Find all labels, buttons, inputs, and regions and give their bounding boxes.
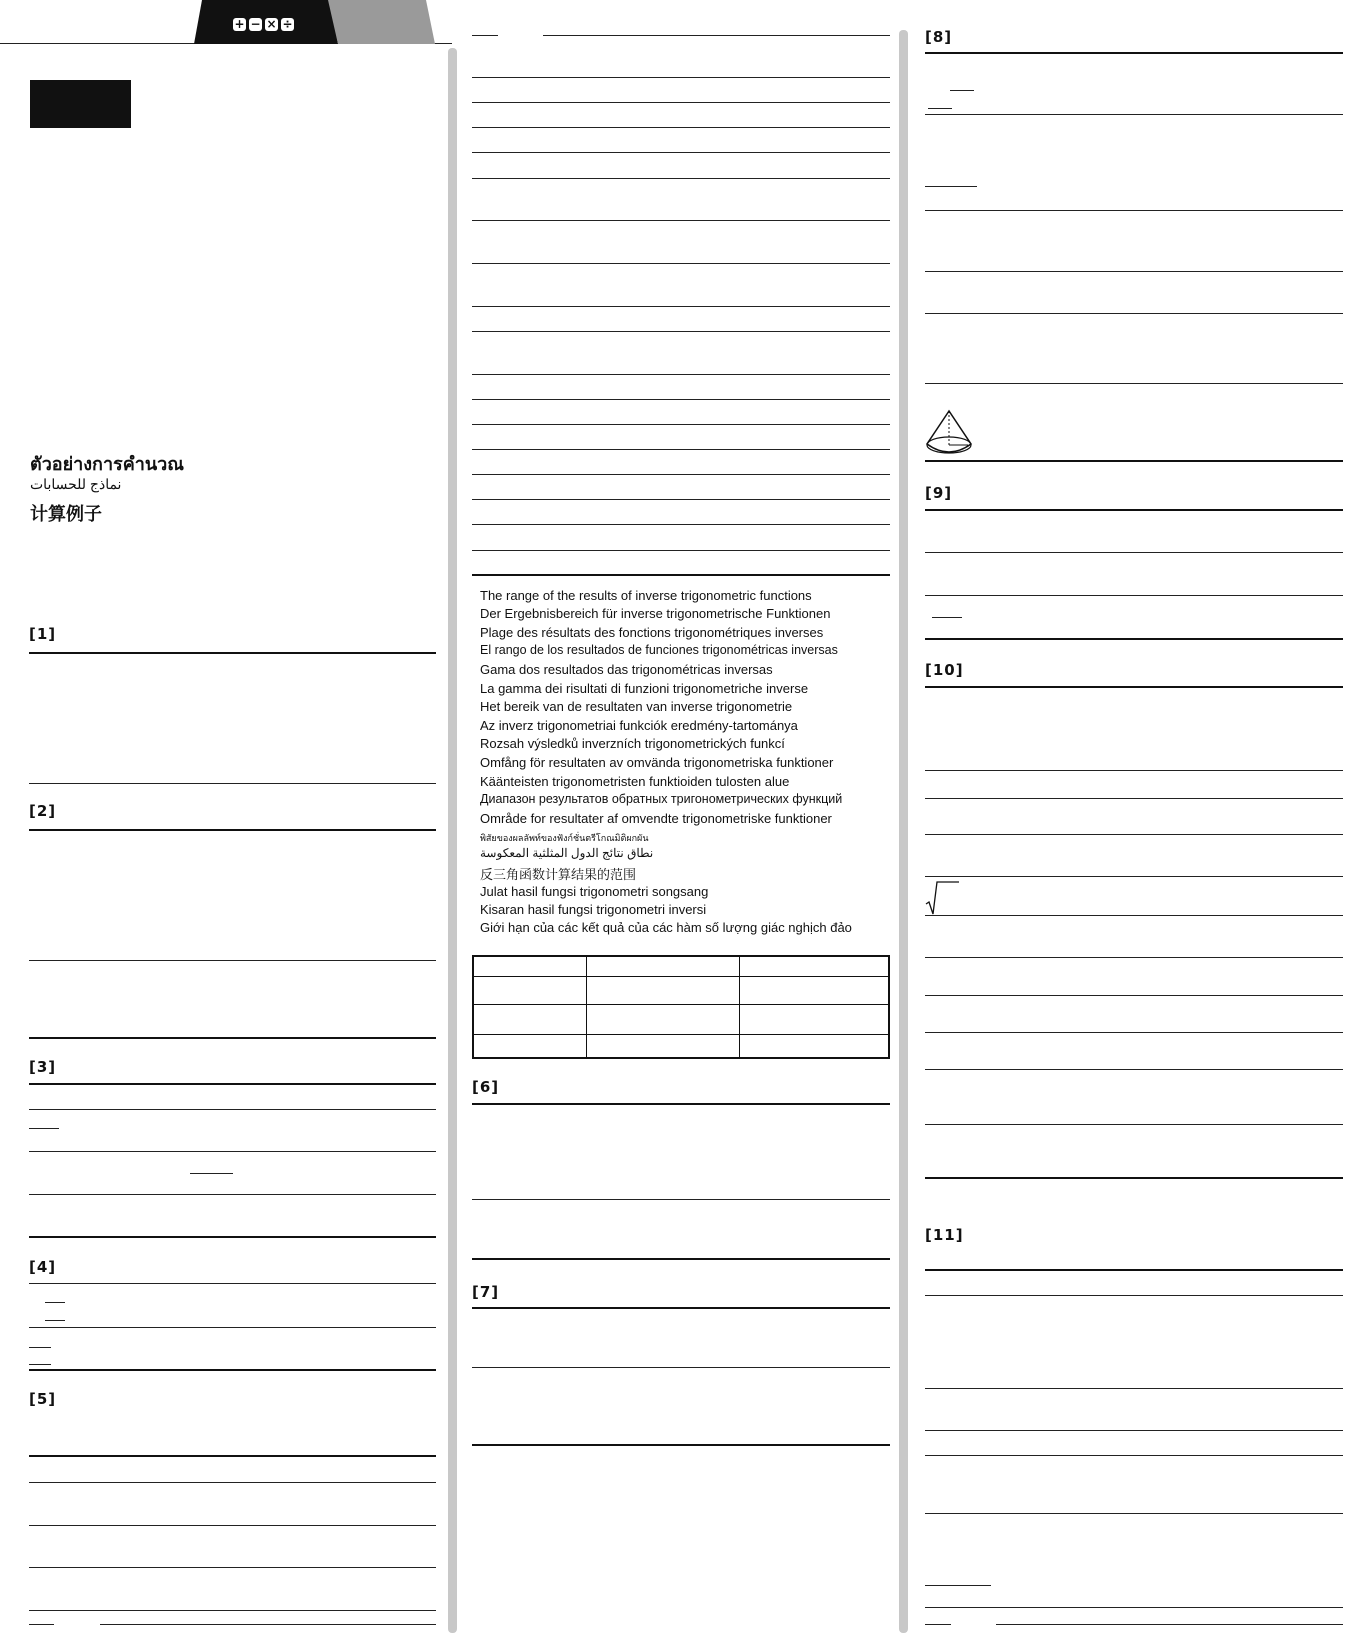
multiply-key-icon: × [266,17,277,31]
fraction-bar [45,1320,65,1321]
rule [472,399,890,400]
section-8-label: [8] [925,28,953,46]
rule [925,834,1343,835]
section-3-label: [3] [29,1058,57,1076]
range-heading-th: พิสัยของผลลัพท์ของฟังก์ชั่นตรีโกณมิติผกผัน [480,833,649,843]
rule [472,1199,890,1200]
section-6-label: [6] [472,1078,500,1096]
rule [29,1610,436,1611]
rule [472,449,890,450]
rule [925,210,1343,211]
rule [29,1037,436,1039]
rule [472,550,890,551]
rule [472,178,890,179]
rule [472,374,890,375]
range-heading-sv: Omfång för resultaten av omvända trigonometriska funktioner [480,755,834,770]
rule [472,1367,890,1368]
fraction-bar [29,1347,51,1348]
fraction-bar [932,617,962,618]
fraction-bar [29,1128,59,1129]
section-7-label: [7] [472,1283,500,1301]
rule [925,552,1343,553]
range-heading-cs: Rozsah výsledků inverzních trigonometrických funkcí [480,736,785,751]
rule [925,1388,1343,1389]
rule [925,1124,1343,1125]
rule [925,798,1343,799]
range-heading-ru: Диапазон результатов обратных тригонометрических функций [480,792,843,806]
rule [472,1258,890,1260]
section-11-label: [11] [925,1226,964,1244]
range-heading-es: El rango de los resultados de funciones trigonométricas inversas [480,643,838,657]
range-heading-zh: 反三角函数计算结果的范围 [480,867,637,882]
rule [29,1369,436,1371]
rule [925,770,1343,771]
range-heading-pt: Gama dos resultados das trigonométricas inversas [480,662,773,677]
rule [925,915,1343,916]
rule [472,1103,890,1105]
rule [29,1109,436,1110]
header-tab-grey [328,0,435,44]
rule [472,499,890,500]
fraction-bar [925,1624,951,1625]
rule [925,595,1343,596]
rule [925,271,1343,272]
rule [472,263,890,264]
rule [925,460,1343,462]
rule [472,1444,890,1446]
title-chinese: 计算例子 [30,504,102,525]
rule [29,1151,436,1152]
rule [925,1177,1343,1179]
fraction-bar [950,90,974,91]
rule [29,1283,436,1284]
rule [925,114,1343,115]
rule [925,1513,1343,1514]
rule [29,960,436,961]
rule [472,306,890,307]
rule [925,313,1343,314]
plus-key-icon: + [234,17,245,31]
rule [472,574,890,576]
rule [29,829,436,831]
range-heading-ar: نطاق نتائج الدول المثلثية المعكوسة [480,846,654,860]
rule [29,1327,436,1328]
rule [925,1607,1343,1608]
range-table [472,955,890,1059]
rule [472,102,890,103]
rule [925,995,1343,996]
range-heading-fi: Käänteisten trigonometristen funktioiden tulosten alue [480,774,790,789]
range-heading-hu: Az inverz trigonometriai funkciók eredmény-tartománya [480,718,798,733]
range-heading-ms: Julat hasil fungsi trigonometri songsang [480,884,709,899]
rule [29,1525,436,1526]
rule [925,638,1343,640]
range-heading-en: The range of the results of inverse trigonometric functions [480,588,812,603]
rule [472,424,890,425]
cone-icon [924,408,974,456]
rule [29,783,436,784]
square-root-icon [924,880,960,916]
rule [925,1069,1343,1070]
rule [29,652,436,654]
fraction-bar [45,1302,65,1303]
section-1-label: [1] [29,625,57,643]
black-label-box [30,80,131,128]
rule [925,1430,1343,1431]
range-heading-da: Område for resultater af omvendte trigonometriske funktioner [480,811,832,826]
rule [29,1194,436,1195]
rule [472,1307,890,1309]
section-4-label: [4] [29,1258,57,1276]
section-10-label: [10] [925,661,964,679]
fraction-bar [925,186,977,187]
rule [925,686,1343,688]
rule [543,35,890,36]
rule [925,52,1343,54]
section-2-label: [2] [29,802,57,820]
rule [29,1083,436,1085]
range-heading-it: La gamma dei risultati di funzioni trigonometriche inverse [480,681,809,696]
rule [29,1455,436,1457]
divide-key-icon: ÷ [282,17,293,31]
fraction-bar [925,1585,991,1586]
column-separator-2 [899,30,908,1633]
fraction-bar [472,35,498,36]
fraction-bar [190,1173,233,1174]
rule [925,1269,1343,1271]
rule [472,127,890,128]
rule [472,331,890,332]
rule [472,474,890,475]
fraction-bar [29,1624,54,1625]
rule [925,509,1343,511]
section-5-label: [5] [29,1390,57,1408]
minus-key-icon: − [250,17,261,31]
title-arabic: نماذج للحسابات [30,476,122,492]
rule [925,383,1343,384]
fraction-bar [29,1364,51,1365]
rule [472,220,890,221]
rule [472,152,890,153]
rule [29,1482,436,1483]
rule [925,876,1343,877]
rule [925,1455,1343,1456]
rule [996,1624,1343,1625]
rule [472,77,890,78]
rule [925,957,1343,958]
range-heading-id: Kisaran hasil fungsi trigonometri inversi [480,902,707,917]
fraction-bar [928,108,952,109]
column-separator-1 [448,48,457,1633]
range-heading-de: Der Ergebnisbereich für inverse trigonometrische Funktionen [480,606,831,621]
rule [29,1236,436,1238]
range-heading-vi: Giới hạn của các kết quả của các hàm số lượng giác nghịch đảo [480,920,852,935]
rule [29,1567,436,1568]
title-thai: ตัวอย่างการคำนวณ [30,454,184,475]
rule [100,1624,436,1625]
range-heading-fr: Plage des résultats des fonctions trigonométriques inverses [480,625,824,640]
section-9-label: [9] [925,484,953,502]
rule [925,1032,1343,1033]
range-heading-nl: Het bereik van de resultaten van inverse trigonometrie [480,699,793,714]
rule [472,524,890,525]
rule [925,1295,1343,1296]
